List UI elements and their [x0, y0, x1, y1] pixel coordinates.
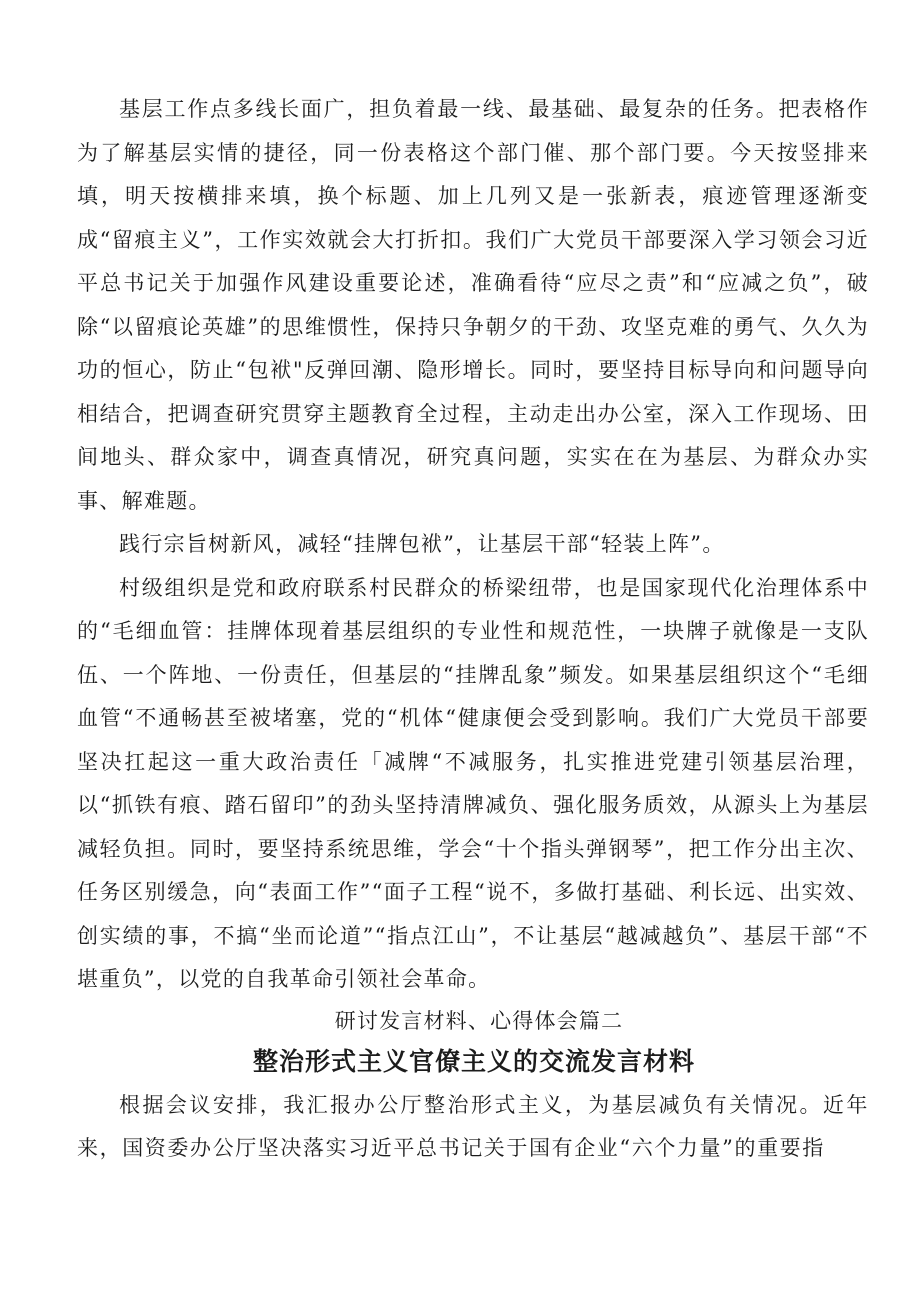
document-title: 整治形式主义官僚主义的交流发言材料	[252, 1046, 695, 1076]
body-paragraph: 根据会议安排，我汇报办公厅整治形式主义，为基层减负有关情况。近年来，国资委办公厅坚决落实习近平总书记关于国有企业“六个力量”的重要指	[77, 1092, 869, 1160]
section-label: 研讨发言材料、心得体会篇二	[334, 1008, 624, 1033]
body-paragraph: 基层工作点多线长面广，担负着最一线、最基础、最复杂的任务。把表格作为了解基层实情的捷径，同一份表格这个部门催、那个部门要。今天按竖排来填，明天按横排来填，换个标题、加上几列又是一张新表，痕迹管理逐渐变成“留痕主义”，工作实效就会大打折扣。我们广大党员干部要深入学习领会习近平总书记关于加强作风建设重要论述，准确看待“应尽之责”和“应减之负”，破除“以留痕论英雄”的思维惯性，保持只争朝夕的干劲、攻坚克难的勇气、久久为功的恒心，防止“包袱"反弹回潮、隐形增长。同时，要坚持目标导向和问题导向相结合，把调查研究贯穿主题教育全过程，主动走出办公室，深入工作现场、田间地头、群众家中，调查真情况，研究真问题，实实在在为基层、为群众办实事、解难题。	[77, 97, 869, 513]
body-paragraph: 践行宗旨树新风，减轻“挂牌包袱”，让基层干部“轻装上阵”。	[119, 532, 725, 556]
body-paragraph: 村级组织是党和政府联系村民群众的桥梁纽带，也是国家现代化治理体系中的“毛细血管：挂牌体现着基层组织的专业性和规范性，一块牌子就像是一支队伍、一个阵地、一份责任，但基层的“挂牌乱象”频发。如果基层组织这个“毛细血管“不通畅甚至被堵塞，党的“机体“健康便会受到影响。我们广大党员干部要坚决扛起这一重大政治责任「减牌“不减服务，扎实推进党建引领基层治理，以“抓铁有痕、踏石留印”的劲头坚持清牌减负、强化服务质效，从源头上为基层减轻负担。同时，要坚持系统思维，学会“十个指头弹钢琴”，把工作分出主次、任务区别缓急，向“表面工作”“面子工程“说不，多做打基础、利长远、出实效、创实绩的事，不搞“坐而论道”“指点江山”，不让基层“越减越负”、基层干部“不堪重负”，以党的自我革命引领社会革命。	[77, 575, 869, 991]
document-page	[77, 88, 869, 1171]
